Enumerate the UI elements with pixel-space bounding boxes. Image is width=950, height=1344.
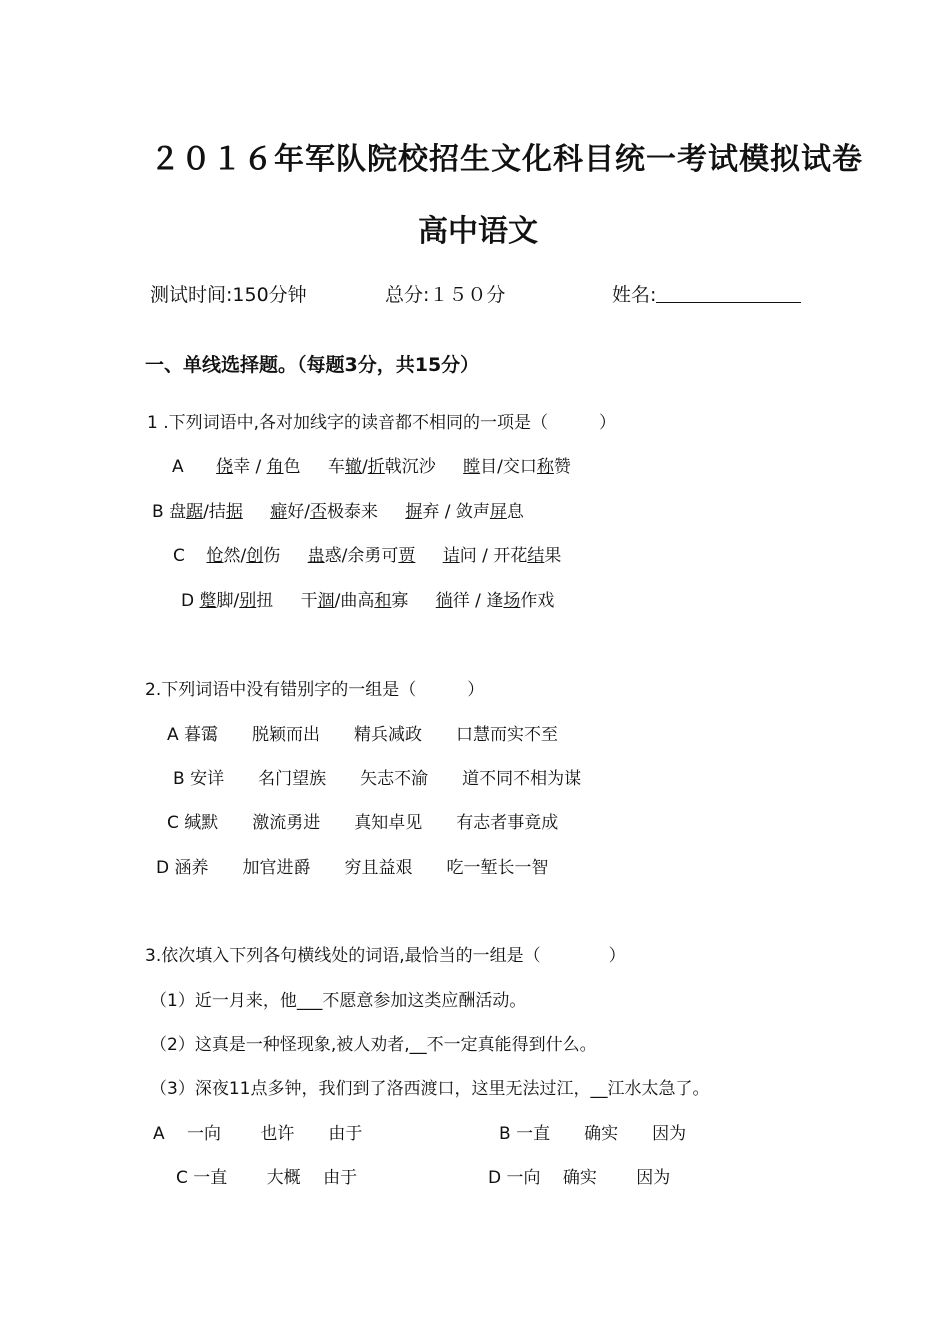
q1-option-c xyxy=(173,541,561,566)
word-2 xyxy=(270,502,378,522)
exam-subtitle: 高中语文 xyxy=(418,214,538,249)
underlined-char: 诘 xyxy=(442,546,460,566)
time-label: 测试时间:150分钟 xyxy=(150,284,307,306)
underlined-char: 场 xyxy=(503,591,521,611)
plain-text: 惑/余勇可 xyxy=(324,546,399,566)
q3-option-d: D 一向 确实 因为 xyxy=(488,1168,671,1188)
plain-text: 问 / 开花 xyxy=(459,546,528,566)
option-letter: D xyxy=(181,591,195,611)
plain-text: 干 xyxy=(300,591,318,611)
plain-text: 伤 xyxy=(263,546,281,566)
word-3 xyxy=(436,591,555,611)
plain-text: 寡 xyxy=(391,591,409,611)
underlined-char: 据 xyxy=(225,502,243,522)
plain-text: 息 xyxy=(506,502,524,522)
underlined-char: 摒 xyxy=(405,502,423,522)
underlined-char: 涸 xyxy=(317,591,335,611)
underlined-char: 贾 xyxy=(398,546,416,566)
q2-option-a: A 暮霭 脱颖而出 精兵减政 口慧而实不至 xyxy=(167,725,559,745)
word-1 xyxy=(216,457,301,477)
option-letter: A xyxy=(172,457,184,477)
name-field xyxy=(612,280,801,307)
underlined-char: 癖 xyxy=(270,502,288,522)
q3-option-a: A 一向 也许 由于 xyxy=(153,1124,363,1144)
underlined-char: 和 xyxy=(374,591,392,611)
option-letter: B xyxy=(152,502,164,522)
q2-option-c: C 缄默 激流勇进 真知卓见 有志者事竟成 xyxy=(167,813,559,833)
underlined-char: 否 xyxy=(309,502,327,522)
q1-option-a xyxy=(172,452,571,477)
plain-text: 赞 xyxy=(553,457,571,477)
word-3 xyxy=(405,502,524,522)
section-heading: 一、单线选择题。（每题3分，共15分） xyxy=(145,354,480,376)
q1-option-d xyxy=(181,586,554,611)
q3-sentence-3: （3）深夜11点多钟，我们到了洛西渡口，这里无法过江，__江水太急了。 xyxy=(150,1079,710,1099)
underlined-char: 怆 xyxy=(206,546,224,566)
plain-text: /曲高 xyxy=(334,591,375,611)
plain-text: 好/ xyxy=(287,502,310,522)
plain-text: 极泰来 xyxy=(326,502,378,522)
plain-text: 弃 / 敛声 xyxy=(422,502,490,522)
question-2-stem: 2.下列词语中没有错别字的一组是（ ） xyxy=(145,680,485,700)
underlined-char: 别 xyxy=(239,591,257,611)
word-3 xyxy=(443,546,562,566)
plain-text: 盘 xyxy=(169,502,187,522)
name-blank-line xyxy=(656,284,801,303)
word-2 xyxy=(328,457,436,477)
q3-sentence-2: （2）这真是一种怪现象,被人劝者,__不一定真能得到什么。 xyxy=(150,1035,597,1055)
underlined-char: 徜 xyxy=(435,591,453,611)
plain-text: 果 xyxy=(544,546,562,566)
word-2 xyxy=(301,591,409,611)
underlined-char: 蹩 xyxy=(199,591,217,611)
word-2 xyxy=(308,546,416,566)
underlined-char: 结 xyxy=(527,546,545,566)
underlined-char: 角 xyxy=(266,457,284,477)
underlined-char: 瞠 xyxy=(463,457,481,477)
plain-text: 扭 xyxy=(256,591,274,611)
q3-option-c: C 一直 大概 由于 xyxy=(176,1168,358,1188)
score-label: 总分:１５０分 xyxy=(385,284,506,306)
option-letter: C xyxy=(173,546,185,566)
underlined-char: 折 xyxy=(367,457,385,477)
plain-text: 目/交口 xyxy=(480,457,537,477)
exam-title: ２０１６年军队院校招生文化科目统一考试模拟试卷 xyxy=(150,142,863,177)
plain-text: 然/ xyxy=(223,546,247,566)
q1-option-b xyxy=(152,497,524,522)
plain-text: 徉 / 逢 xyxy=(452,591,504,611)
underlined-char: 屏 xyxy=(489,502,507,522)
plain-text: 脚/ xyxy=(216,591,240,611)
word-1 xyxy=(207,546,281,566)
question-1-stem: 1 .下列词语中,各对加线字的读音都不相同的一项是（ ） xyxy=(147,413,617,433)
plain-text: 戟沉沙 xyxy=(384,457,436,477)
word-1 xyxy=(169,502,243,522)
q3-sentence-1: （1）近一月来，他___不愿意参加这类应酬活动。 xyxy=(150,991,527,1011)
plain-text: 幸 / xyxy=(233,457,267,477)
plain-text: 色 xyxy=(283,457,301,477)
q3-option-b: B 一直 确实 因为 xyxy=(499,1124,687,1144)
underlined-char: 辙 xyxy=(345,457,363,477)
word-3 xyxy=(463,457,571,477)
plain-text: 作戏 xyxy=(520,591,555,611)
underlined-char: 称 xyxy=(536,457,554,477)
q2-option-b: B 安详 名门望族 矢志不渝 道不同不相为谋 xyxy=(173,769,582,789)
plain-text: 车 xyxy=(328,457,346,477)
plain-text: / xyxy=(362,457,368,477)
q2-option-d: D 涵养 加官进爵 穷且益艰 吃一堑长一智 xyxy=(156,858,549,878)
word-1 xyxy=(200,591,274,611)
underlined-char: 踞 xyxy=(186,502,204,522)
name-label: 姓名: xyxy=(612,284,657,306)
underlined-char: 侥 xyxy=(216,457,234,477)
plain-text: /拮 xyxy=(203,502,226,522)
underlined-char: 蛊 xyxy=(307,546,325,566)
question-3-stem: 3.依次填入下列各句横线处的词语,最恰当的一组是（ ） xyxy=(145,946,626,966)
underlined-char: 创 xyxy=(246,546,264,566)
